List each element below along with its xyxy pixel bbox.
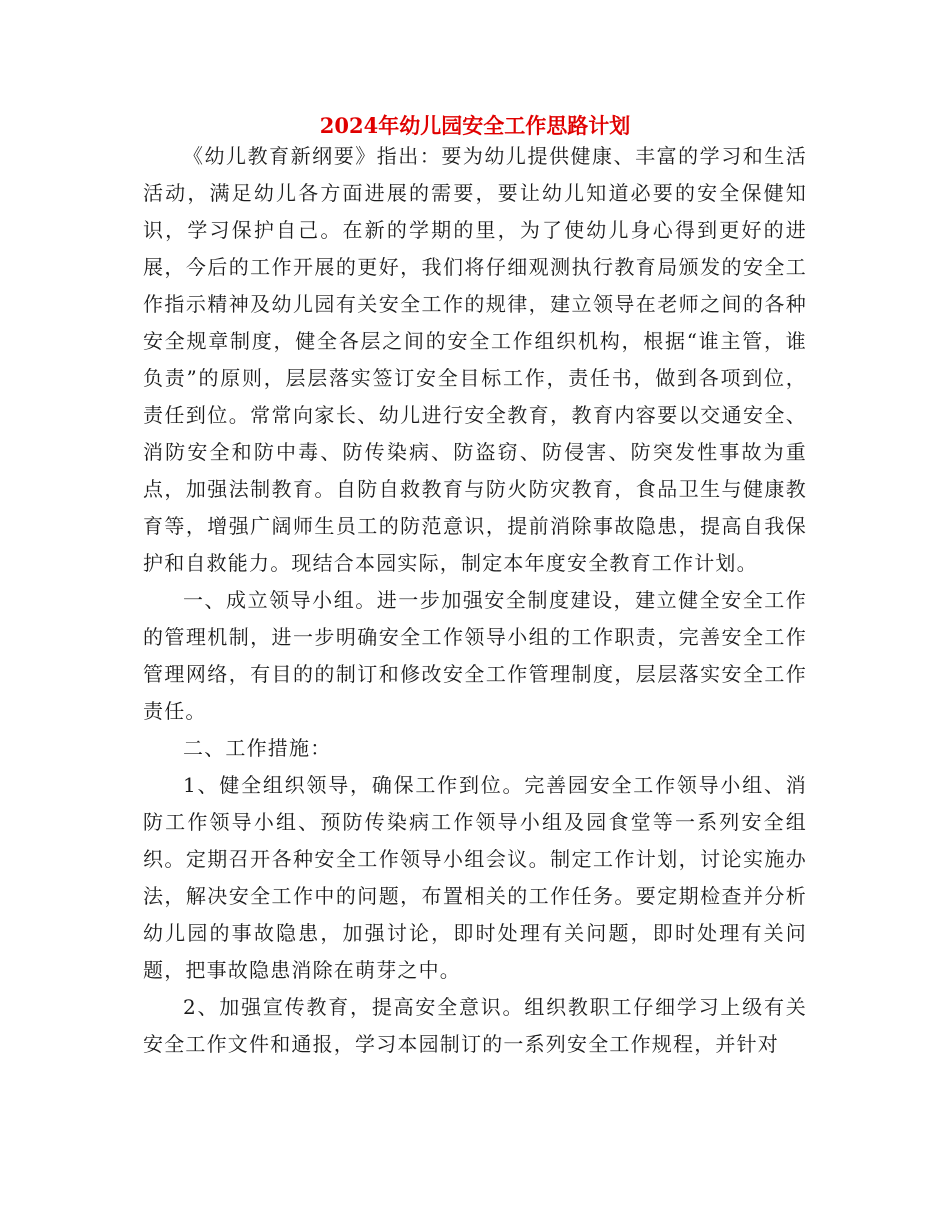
paragraph-intro: 《幼儿教育新纲要》指出：要为幼儿提供健康、丰富的学习和生活活动，满足幼儿各方面进展的需要，要让幼儿知道必要的安全保健知识，学习保护自己。在新的学期的里，为了使幼儿身心得到更好的进展，今后的工作开展的更好，我们将仔细观测执行教育局颁发的安全工作指示精神及幼儿园有关安全工作的规律，建立领导在老师之间的各种安全规章制度，健全各层之间的安全工作组织机构，根据“谁主管，谁负责”的原则，层层落实签订安全目标工作，责任书，做到各项到位，责任到位。常常向家长、幼儿进行安全教育，教育内容要以交通安全、消防安全和防中毒、防传染病、防盗窃、防侵害、防突发性事故为重点，加强法制教育。自防自救教育与防火防灾教育，食品卫生与健康教育等，增强广阔师生员工的防范意识，提前消除事故隐患，提高自我保护和自救能力。现结合本园实际，制定本年度安全教育工作计划。 [143, 144, 807, 575]
paragraph-section-1: 一、成立领导小组。进一步加强安全制度建设，建立健全安全工作的管理机制，进一步明确安全工作领导小组的工作职责，完善安全工作管理网络，有目的的制订和修改安全工作管理制度，层层落实安全工作责任。 [143, 588, 807, 723]
paragraph-measure-1: 1、健全组织领导，确保工作到位。完善园安全工作领导小组、消防工作领导小组、预防传染病工作领导小组及园食堂等一系列安全组织。定期召开各种安全工作领导小组会议。制定工作计划，讨论实施办法，解决安全工作中的问题，布置相关的工作任务。要定期检查并分析幼儿园的事故隐患，加强讨论，即时处理有关问题，即时处理有关问题，把事故隐患消除在萌芽之中。 [143, 773, 807, 982]
paragraph-measure-2: 2、加强宣传教育，提高安全意识。组织教职工仔细学习上级有关安全工作文件和通报，学习本园制订的一系列安全工作规程，并针对 [143, 995, 807, 1056]
paragraph-section-2-heading: 二、工作措施： [183, 736, 332, 760]
document-title: 2024年幼儿园安全工作思路计划 [319, 113, 631, 138]
document-body [143, 138, 807, 1063]
